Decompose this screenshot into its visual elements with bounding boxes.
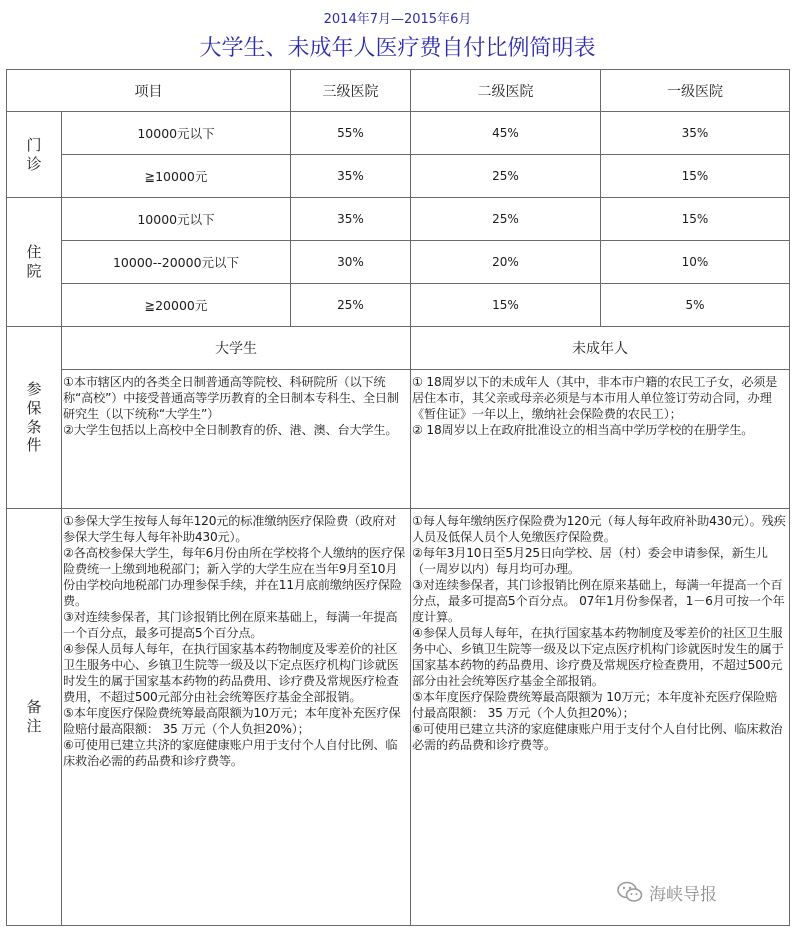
conditions-student: ①本市辖区内的各类全日制普通高等院校、科研院所（以下统称“高校”）中接受普通高等学历教育的全日制本专科生、全日制研究生（以下统称“大学生”） ②大学生包括以上高校中全日制教育的侨、港、澳、台大学生。 <box>62 370 411 509</box>
cell-level1: 35% <box>601 112 790 155</box>
cell-level1: 10% <box>601 241 790 284</box>
cell-level3: 30% <box>291 241 411 284</box>
group-header-row <box>7 327 790 370</box>
cell-level2: 15% <box>411 284 601 327</box>
notes-student: ①参保大学生按每人每年120元的标准缴纳医疗保险费（政府对参保大学生每人每年补助430元）。 ②各高校参保大学生，每年6月份由所在学校将个人缴纳的医疗保险费统一上缴到地税部门；新入学的大学生应在当年9月至10月份由学校向地税部门办理参保手续，并在11月底前缴纳医疗保险费。 ③对连续参保者，其门诊报销比例在原来基础上，每满一年提高一个百分点，最多可提高5个百分点。 ④参保人员每人每年，在执行国家基本药物制度及零差价的社区卫生服务中心、乡镇卫生院等一级及以下定点医疗机构门诊就医时发生的属于国家基本药物的药品费用、诊疗费及常规医疗检查费用，不超过500元部分由社会统筹医疗基金全部报销。 ⑤本年度医疗保险费统筹最高限额为10万元；本年度补充医疗保险赔付最高限额： 35 万元（个人负担20%）； ⑥可使用已建立共济的家庭健康账户用于支付个人自付比例、临床救治必需的药品费和诊疗费等。 <box>62 509 411 926</box>
conditions-label: 参 保 条 件 <box>7 327 62 509</box>
conditions-minor: ① 18周岁以下的未成年人（其中，非本市户籍的农民工子女，必须是居住本市，其父亲或母亲必须是与本市用人单位签订劳动合同，办理《暂住证》一年以上，缴纳社会保险费的农民工）； ② 18周岁以上在政府批准设立的相当高中学历学校的在册学生。 <box>411 370 790 509</box>
inpatient-range: 10000元以下 <box>62 198 291 241</box>
col-level1: 一级医院 <box>601 70 790 112</box>
table-row <box>7 155 790 198</box>
group-minor: 未成年人 <box>411 327 790 370</box>
inpatient-range: 10000--20000元以下 <box>62 241 291 284</box>
cell-level1: 5% <box>601 284 790 327</box>
group-student: 大学生 <box>62 327 411 370</box>
cell-level3: 55% <box>291 112 411 155</box>
cell-level1: 15% <box>601 155 790 198</box>
table-row <box>7 284 790 327</box>
ratio-table <box>6 69 790 926</box>
cell-level1: 15% <box>601 198 790 241</box>
inpatient-range: ≧20000元 <box>62 284 291 327</box>
table-header-row <box>7 70 790 112</box>
cell-level3: 35% <box>291 198 411 241</box>
col-item: 项目 <box>7 70 291 112</box>
col-level2: 二级医院 <box>411 70 601 112</box>
cell-level2: 45% <box>411 112 601 155</box>
watermark <box>617 874 789 910</box>
table-row <box>7 509 790 926</box>
cell-level3: 25% <box>291 284 411 327</box>
cell-level2: 25% <box>411 198 601 241</box>
notes-label: 备 注 <box>7 509 62 926</box>
col-level3: 三级医院 <box>291 70 411 112</box>
table-row <box>7 370 790 509</box>
table-row <box>7 198 790 241</box>
outpatient-range: ≧10000元 <box>62 155 291 198</box>
inpatient-label: 住 院 <box>7 198 62 327</box>
table-row <box>7 112 790 155</box>
watermark-text: 海峡导报 <box>649 884 717 905</box>
cell-level2: 25% <box>411 155 601 198</box>
cell-level3: 35% <box>291 155 411 198</box>
outpatient-range: 10000元以下 <box>62 112 291 155</box>
cell-level2: 20% <box>411 241 601 284</box>
outpatient-label: 门 诊 <box>7 112 62 198</box>
wechat-icon <box>617 881 643 903</box>
page-title: 大学生、未成年人医疗费自付比例简明表 <box>199 36 596 61</box>
notes-minor: ①每人每年缴纳医疗保险费为120元（每人每年政府补助430元）。残疾人员及低保人员个人免缴医疗保险费。 ②每年3月10日至5月25日向学校、居（村）委会申请参保，新生儿（一周岁以内）每月均可办理。 ③对连续参保者，其门诊报销比例在原来基础上，每满一年提高一个百分点，最多可提高5个百分点。 07年1月份参保者，1－6月可按一个年度计算。 ④参保人员每人每年，在执行国家基本药物制度及零差价的社区卫生服务中心、乡镇卫生院等一级及以下定点医疗机构门诊就医时发生的属于国家基本药物的药品费用、诊疗费及常规医疗检查费用，不超过500元部分由社会统筹医疗基金全部报销。 ⑤本年度医疗保险费统筹最高限额为 10万元；本年度补充医疗保险赔付最高限额： 35 万元（个人负担20%）； ⑥可使用已建立共济的家庭健康账户用于支付个人自付比例、临床救治必需的药品费和诊疗费等。 <box>411 509 790 926</box>
table-row <box>7 241 790 284</box>
period-subtitle: 2014年7月—2015年6月 <box>323 12 472 27</box>
